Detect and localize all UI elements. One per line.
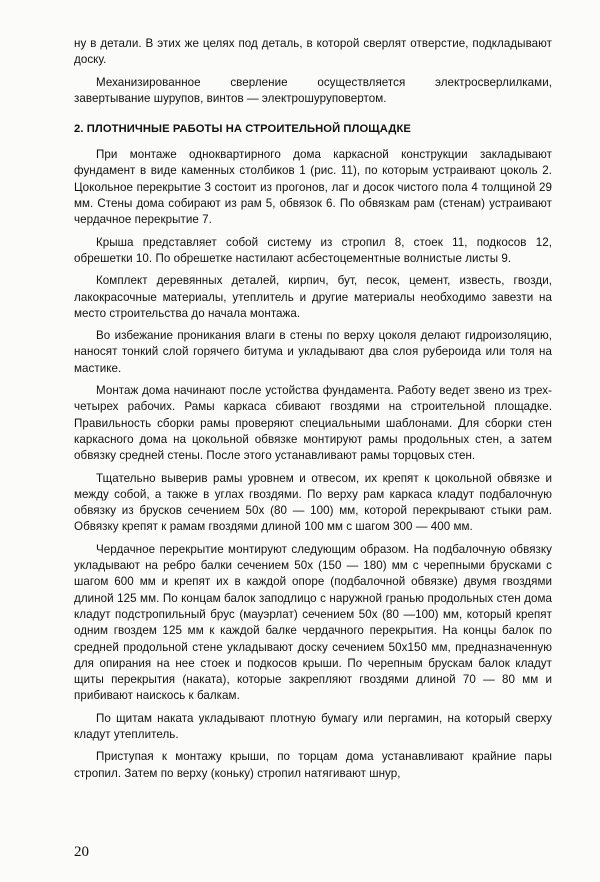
- paragraph-roof-mounting: Приступая к монтажу крыши, по торцам дома устанавливают крайние пары стропил. Затем по верху (коньку) стропил натягивают шнур,: [74, 750, 552, 780]
- paragraph-insulation: По щитам наката укладывают плотную бумагу или пергамин, на который сверху кладут утеплитель.: [74, 711, 552, 741]
- paragraph-attic-floor: Чердачное перекрытие монтируют следующим образом. На подбалочную обвязку укладывают на ребро балки сечением 50x (150 — 180) мм с черепными брусками с шагом 600 мм и крепят их в каждой опоре (подбалочной обвязке) двумя гвоздями длиной 125 мм. По концам балок заподлицо с наружной гранью продольных стен дома кладут подстропильный брус (мауэрлат) сечением 50x (80 —100) мм, который крепят одним гвоздем 125 мм к каждой балке чердачного перекрытия. На концы балок по средней продольной стене укладывают доску сечением 50x150 мм, предназначенную для опирания на нее стоек и подкосов крыши. По черепным брускам балок кладут щиты перекрытия (наката), которые закрепляют гвоздями длиной 70 — 80 мм и прибивают наискось к балкам.: [74, 542, 552, 703]
- section-title: 2. ПЛОТНИЧНЫЕ РАБОТЫ НА СТРОИТЕЛЬНОЙ ПЛОЩАДКЕ: [74, 123, 411, 136]
- paragraph-roof: Крыша представляет собой систему из стропил 8, стоек 11, подкосов 12, обрешетки 10. По обрешетке настилают асбестоцементные волнистые листы 9.: [74, 235, 552, 265]
- paragraph-assembly: Монтаж дома начинают после устойства фундамента. Работу ведет звено из трех-четырех рабочих. Рамы каркаса сбивают гвоздями на строительной площадке. Правильность сборки рамы проверяют специальными шаблонами. Для сборки стен каркасного дома на цокольной обвязке монтируют рамы продольных стен, а затем обвязку средней стены. После этого устанавливают рамы торцовых стен.: [74, 384, 552, 463]
- paragraph-continuation: ну в детали. В этих же целях под деталь, в которой сверлят отверстие, подкладывают доску.: [74, 37, 552, 67]
- page-number: 20: [74, 844, 89, 860]
- paragraph-waterproofing: Во избежание проникания влаги в стены по верху цоколя делают гидроизоляцию, наносят тонкий слой горячего битума и укладывают два слоя рубероида или толя на мастике.: [74, 329, 552, 375]
- paragraph-drilling: Механизированное сверление осуществляется электросверлилками, завертывание шурупов, винтов — электрошуруповертом.: [74, 75, 552, 105]
- paragraph-materials: Комплект деревянных деталей, кирпич, бут, песок, цемент, известь, гвозди, лакокрасочные материалы, утеплитель и другие материалы необходимо завезти на место строительства до начала монтажа.: [74, 274, 552, 320]
- paragraph-frame-house: При монтаже одноквартирного дома каркасной конструкции закладывают фундамент в виде каменных столбиков 1 (рис. 11), по которым устраивают цоколь 2. Цокольное перекрытие 3 состоит из прогонов, лаг и досок чистого пола 4 толщиной 29 мм. Стены дома собирают из рам 5, обвязок 6. По обвязкам рам (стенам) устраивают чердачное перекрытие 7.: [74, 148, 552, 227]
- paragraph-alignment: Тщательно выверив рамы уровнем и отвесом, их крепят к цокольной обвязке и между собой, а также в углах гвоздями. По верху рам каркаса кладут подбалочную обвязку из брусков сечением 50x (80 — 100) мм, которой перекрывают стыки рам. Обвязку крепят к рамам гвоздями длиной 100 мм с шагом 300 — 400 мм.: [74, 471, 552, 534]
- page-content: [74, 36, 552, 788]
